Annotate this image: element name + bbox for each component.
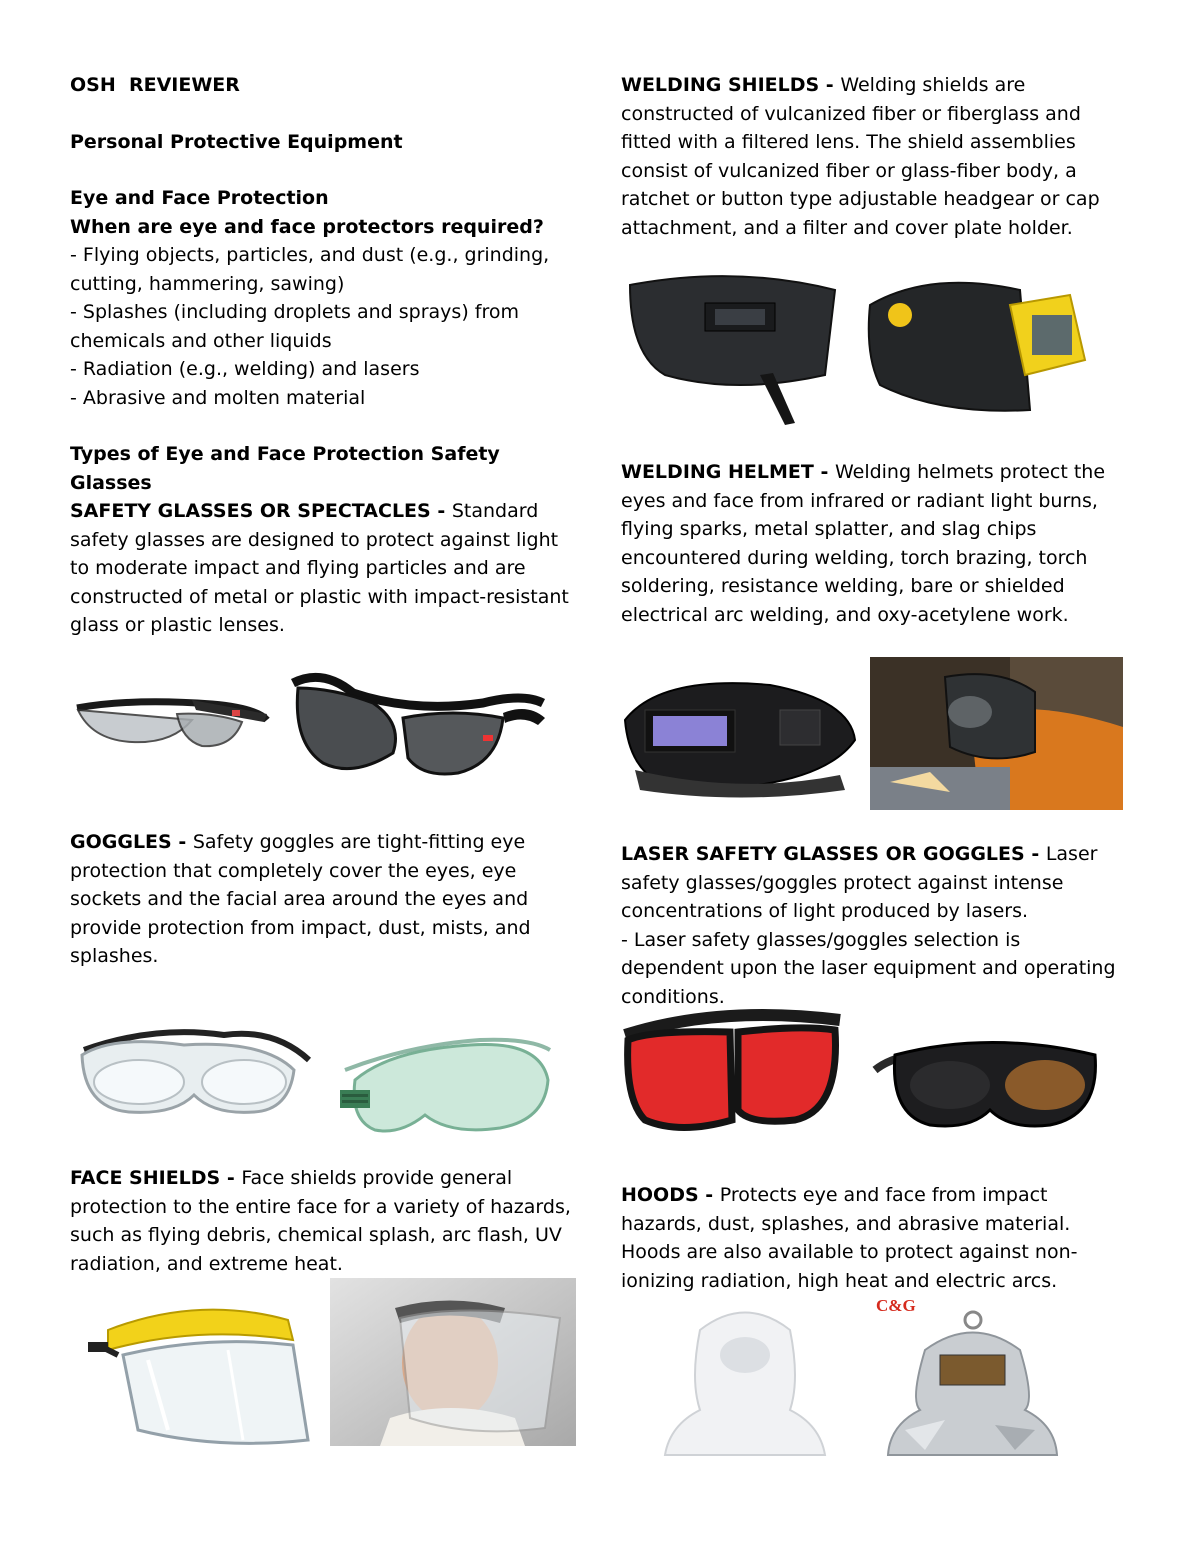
- types-heading: Types of Eye and Face Protection Safety Glasses: [70, 443, 500, 494]
- laser-goggles-image-2: [870, 1020, 1110, 1135]
- eye-face-heading: Eye and Face Protection: [70, 187, 329, 209]
- safety-glasses-term: SAFETY GLASSES OR SPECTACLES -: [70, 500, 452, 522]
- doc-title: OSH REVIEWER: [70, 74, 240, 96]
- face-shields-term: FACE SHIELDS -: [70, 1167, 242, 1189]
- welding-helmet-section: [621, 458, 1126, 629]
- safety-glasses-image-1: [72, 680, 272, 760]
- welding-shields-text: Welding shields are constructed of vulcanized fiber or fiberglass and fitted with a filtered lens. The shield assemblies consist of vulcanized fiber or glass-fiber body, a ratchet or button type adjustable headgear or cap attachment, and a filter and cover plate holder.: [621, 74, 1100, 239]
- face-shields-text: Face shields provide general protection to the entire face for a variety of hazards, such as flying debris, chemical splash, arc flash, UV radiation, and extreme heat.: [70, 1167, 571, 1275]
- hoods-term: HOODS -: [621, 1184, 720, 1206]
- left-column: [70, 71, 575, 497]
- required-item: - Splashes (including droplets and sprays) from chemicals and other liquids: [70, 301, 519, 352]
- laser-note: - Laser safety glasses/goggles selection is dependent upon the laser equipment and operating conditions.: [621, 928, 1116, 1008]
- hoods-section: [621, 1181, 1131, 1295]
- hoods-text: Protects eye and face from impact hazards, dust, splashes, and abrasive material. Hoods are also available to protect against non-ionizing radiation, high heat and electric arcs.: [621, 1184, 1078, 1292]
- welding-shield-image-1: [625, 265, 840, 430]
- welding-helmet-text: Welding helmets protect the eyes and face from infrared or radiant light burns, flying sparks, metal splatter, and slag chips encountered during welding, torch brazing, torch soldering, resistance welding, bare or shielded electrical arc welding, and oxy-acetylene work.: [621, 461, 1106, 626]
- face-shields-section: [70, 1164, 575, 1278]
- safety-glasses-image-2: [283, 663, 548, 793]
- welding-helmet-image-1: [620, 670, 865, 800]
- hood-image-2: [885, 1310, 1060, 1460]
- required-item: - Abrasive and molten material: [70, 386, 366, 409]
- face-shield-image-2: [330, 1278, 576, 1446]
- welding-helmet-term: WELDING HELMET -: [621, 461, 835, 483]
- required-item: - Flying objects, particles, and dust (e.g., grinding, cutting, hammering, sawing): [70, 244, 550, 295]
- safety-glasses-section: [70, 497, 575, 640]
- goggles-text: Safety goggles are tight-fitting eye protection that completely cover the eyes, eye sockets and the facial area around the eyes and provide protection from impact, dust, mists, and splashes.: [70, 831, 531, 967]
- welding-shields-term: WELDING SHIELDS -: [621, 74, 841, 96]
- welding-shields-section: [621, 71, 1126, 242]
- welding-shield-image-2: [860, 265, 1100, 420]
- face-shield-image-1: [78, 1300, 318, 1450]
- hood-image-1: [660, 1300, 830, 1460]
- goggles-image-2: [330, 1020, 555, 1140]
- welding-helmet-image-2: [870, 657, 1123, 810]
- section-title: Personal Protective Equipment: [70, 130, 403, 153]
- required-question: When are eye and face protectors required?: [70, 215, 544, 238]
- laser-text: Laser safety glasses/goggles protect against intense concentrations of light produced by lasers.: [621, 843, 1098, 922]
- goggles-term: GOGGLES -: [70, 831, 193, 853]
- safety-glasses-text: Standard safety glasses are designed to protect against light to moderate impact and flying particles and are constructed of metal or plastic with impact-resistant glass or plastic lenses.: [70, 500, 569, 636]
- laser-term: LASER SAFETY GLASSES OR GOGGLES -: [621, 843, 1046, 865]
- laser-glasses-image-1: [620, 1000, 845, 1145]
- brand-logo: C&G: [876, 1296, 916, 1315]
- required-item: - Radiation (e.g., welding) and lasers: [70, 358, 420, 380]
- goggles-section: [70, 828, 575, 971]
- goggles-image-1: [74, 1020, 314, 1120]
- laser-section: [621, 840, 1126, 1011]
